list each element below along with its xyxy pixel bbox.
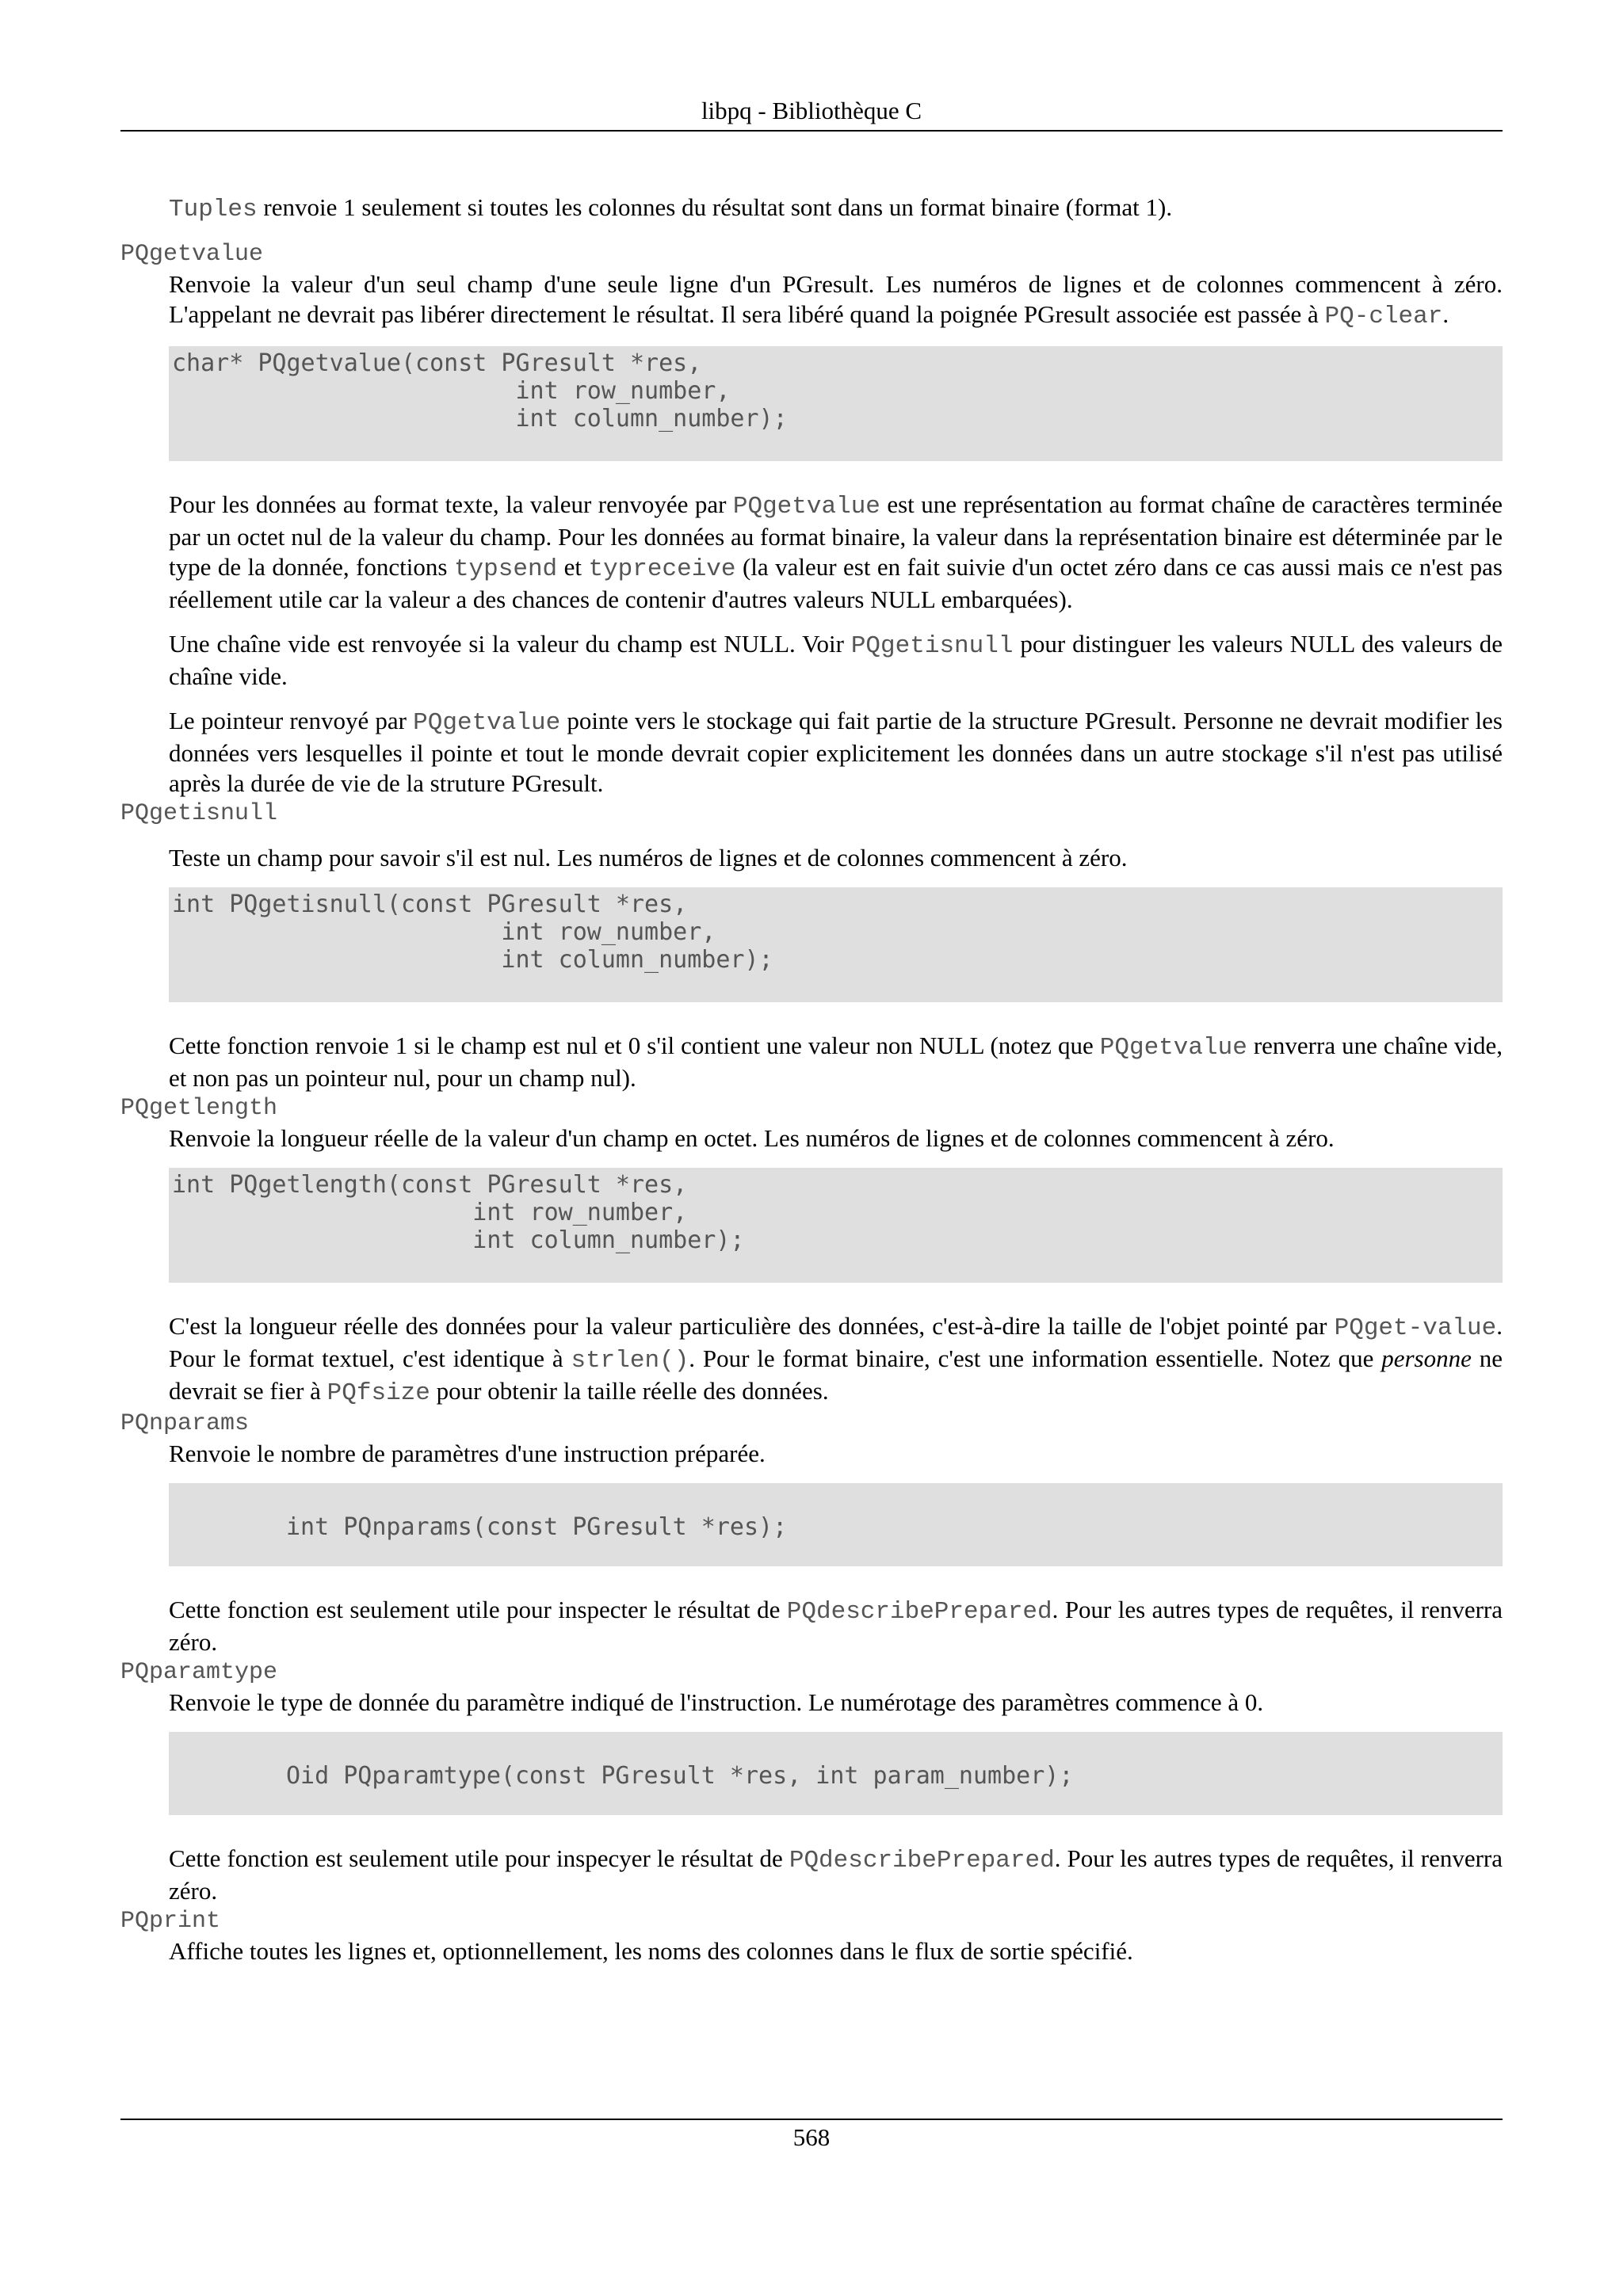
description: Renvoie la longueur réelle de la valeur d'un champ en octet. Les numéros de lignes et de colonnes commencent à zéro. (169, 1124, 1335, 1152)
description: Teste un champ pour savoir s'il est nul. Les numéros de lignes et de colonnes commencent à zéro. (169, 844, 1128, 871)
inline-code: Tuples (169, 196, 258, 223)
definition-pqgetlength (169, 1123, 1503, 1409)
definition-pqprint (169, 1936, 1503, 1966)
page-content (120, 193, 1503, 1966)
term-pqparamtype: PQparamtype (120, 1659, 278, 1686)
term-pqgetvalue: PQgetvalue (120, 241, 264, 268)
paragraph: Cette fonction renvoie 1 si le champ est nul et 0 s'il contient une valeur non NULL (notez que PQgetvalue renverra une chaîne vide, et non pas un pointeur nul, pour un champ nul). (169, 1032, 1503, 1092)
paragraph: Cette fonction est seulement utile pour inspecter le résultat de PQdescribePrepared. Pour les autres types de requêtes, il renverra zéro. (169, 1596, 1503, 1656)
description: Renvoie le type de donnée du paramètre indiqué de l'instruction. Le numérotage des paramètres commence à 0. (169, 1688, 1264, 1716)
paragraph: C'est la longueur réelle des données pour la valeur particulière des données, c'est-à-dire la taille de l'objet pointé par PQget-value. Pour le format textuel, c'est identique à strlen(). Pour le format binaire, c'est une information essentielle. Notez que personne ne devrait se fier à PQfsize pour obtenir la taille réelle des données. (169, 1312, 1503, 1407)
page-number: 568 (120, 2119, 1503, 2152)
code-block-pqnparams: int PQnparams(const PGresult *res); (169, 1483, 1503, 1566)
term-pqnparams: PQnparams (120, 1410, 250, 1437)
definition-pqnparams (169, 1439, 1503, 1657)
description: Renvoie le nombre de paramètres d'une instruction préparée. (169, 1440, 766, 1467)
definition-pqgetvalue (169, 269, 1503, 799)
term-pqgetisnull: PQgetisnull (120, 800, 278, 827)
description: Renvoie la valeur d'un seul champ d'une seule ligne d'un PGresult. Les numéros de lignes et de colonnes commencent à zéro. L'appelant ne devrait pas libérer directement le résultat. Il sera libéré quand la poignée PGresult associée est passée à PQ-clear. (169, 270, 1503, 330)
term-pqgetlength: PQgetlength (120, 1095, 278, 1122)
code-block-pqgetlength: int PQgetlength(const PGresult *res, int row_number, int column_number); (169, 1168, 1503, 1283)
definition-pqparamtype (169, 1688, 1503, 1906)
paragraph: Cette fonction est seulement utile pour inspecyer le résultat de PQdescribePrepared. Pour les autres types de requêtes, il renverra zéro. (169, 1844, 1503, 1905)
paragraph: Pour les données au format texte, la valeur renvoyée par PQgetvalue est une représentation au format chaîne de caractères terminée par un octet nul de la valeur du champ. Pour les données au format binaire, la valeur dans la représentation binaire est déterminée par le type de la donnée, fonctions typsend et typreceive (la valeur est en fait suivie d'un octet zéro dans ce cas aussi mais ce n'est pas réellement utile car la valeur a des chances de contenir d'autres valeurs NULL embarquées). (169, 490, 1503, 613)
intro-paragraph: Tuples renvoie 1 seulement si toutes les colonnes du résultat sont dans un format binaire (format 1). (169, 193, 1173, 223)
description: Affiche toutes les lignes et, optionnellement, les noms des colonnes dans le flux de sortie spécifié. (169, 1937, 1133, 1965)
running-header: libpq - Bibliothèque C (120, 92, 1503, 132)
code-block-pqparamtype: Oid PQparamtype(const PGresult *res, int param_number); (169, 1732, 1503, 1815)
code-block-pqgetvalue: char* PQgetvalue(const PGresult *res, int row_number, int column_number); (169, 346, 1503, 461)
code-block-pqgetisnull: int PQgetisnull(const PGresult *res, int row_number, int column_number); (169, 887, 1503, 1002)
definition-pqgetisnull (169, 843, 1503, 1093)
paragraph: Le pointeur renvoyé par PQgetvalue pointe vers le stockage qui fait partie de la structure PGresult. Personne ne devrait modifier les données vers lesquelles il pointe et tout le monde devrait copier explicitement les données dans un autre stockage s'il n'est pas utilisé après la durée de vie de la struture PGresult. (169, 707, 1503, 797)
paragraph: Une chaîne vide est renvoyée si la valeur du champ est NULL. Voir PQgetisnull pour distinguer les valeurs NULL des valeurs de chaîne vide. (169, 630, 1503, 690)
term-pqprint: PQprint (120, 1908, 221, 1935)
